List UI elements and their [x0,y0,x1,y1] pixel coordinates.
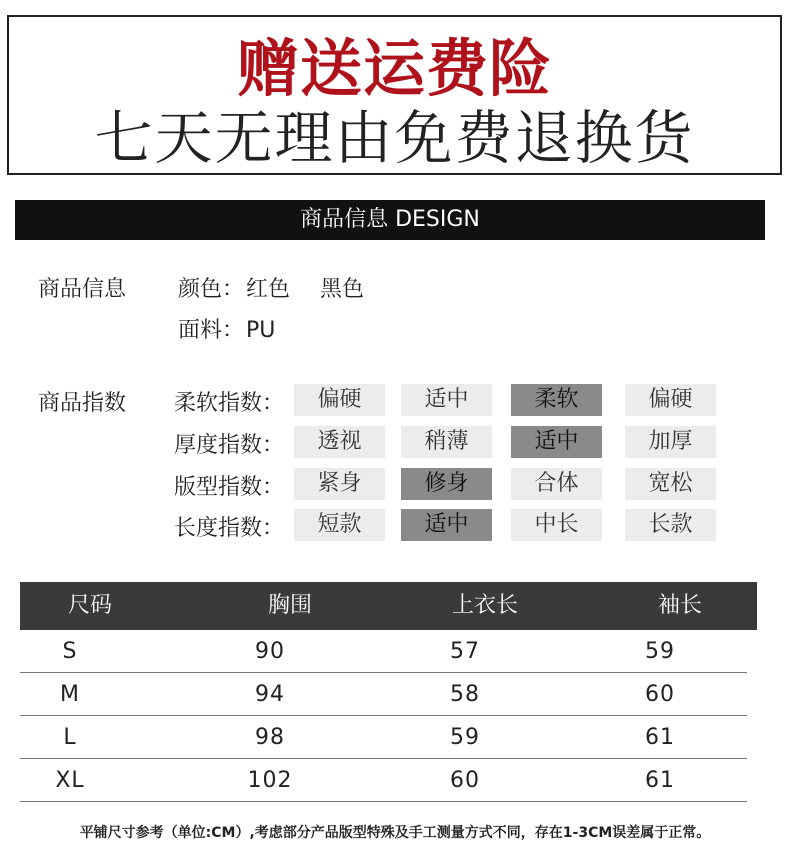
table-row [20,630,747,673]
fabric-value: PU [246,318,276,343]
cell-size: S [62,639,78,664]
length-option-2: 适中 [401,509,492,541]
cell-length: 58 [450,682,480,707]
softness-option-3: 柔软 [511,384,602,416]
section-header: 商品信息 DESIGN [15,200,765,240]
fit-label: 版型指数： [174,475,285,500]
cell-sleeve: 59 [645,639,675,664]
cell-length: 57 [450,639,480,664]
color-line [178,272,364,303]
cell-chest: 98 [255,725,285,750]
softness-option-1: 偏硬 [294,384,385,416]
size-footnote: 平铺尺寸参考（单位:CM）,考虑部分产品版型特殊及手工测量方式不同，存在1-3CM误差属于正常。 [79,825,711,841]
thickness-option-4: 加厚 [625,426,716,458]
cell-sleeve: 61 [645,768,675,793]
fit-option-4: 宽松 [625,468,716,500]
cell-length: 60 [450,768,480,793]
cell-size: M [60,682,80,707]
length-option-1: 短款 [294,509,385,541]
table-row [20,673,747,716]
cell-size: XL [55,768,85,793]
softness-option-4: 偏硬 [625,384,716,416]
cell-size: L [63,725,77,750]
cell-sleeve: 60 [645,682,675,707]
softness-label: 柔软指数： [174,391,285,416]
fabric-label: 面料： [178,318,245,343]
cell-chest: 90 [255,639,285,664]
header-sleeve: 袖长 [657,593,702,618]
info-label: 商品信息 [38,277,127,302]
promo-title: 赠送运费险 [236,32,552,105]
color-value-black: 黑色 [320,277,365,302]
softness-option-2: 适中 [401,384,492,416]
table-row [20,716,747,759]
color-label: 颜色： [178,277,245,302]
thickness-option-1: 透视 [294,426,385,458]
color-value-red: 红色 [246,277,291,302]
header-length: 上衣长 [451,593,518,618]
thickness-option-2: 稍薄 [401,426,492,458]
cell-sleeve: 61 [645,725,675,750]
length-label: 长度指数： [174,516,285,541]
fit-option-2: 修身 [401,468,492,500]
header-size: 尺码 [67,593,112,618]
thickness-option-3: 适中 [511,426,602,458]
index-label: 商品指数 [38,391,127,416]
cell-length: 59 [450,725,480,750]
promo-banner [7,15,782,175]
length-option-4: 长款 [625,509,716,541]
thickness-label: 厚度指数： [174,433,285,458]
fit-option-3: 合体 [511,468,602,500]
promo-subtitle: 七天无理由免费退换货 [94,104,695,172]
cell-chest: 102 [247,768,293,793]
header-chest: 胸围 [267,593,312,618]
cell-chest: 94 [255,682,285,707]
fit-option-1: 紧身 [294,468,385,500]
table-header-row [20,582,757,630]
fabric-line [178,313,275,344]
length-option-3: 中长 [511,509,602,541]
table-row [20,759,747,802]
